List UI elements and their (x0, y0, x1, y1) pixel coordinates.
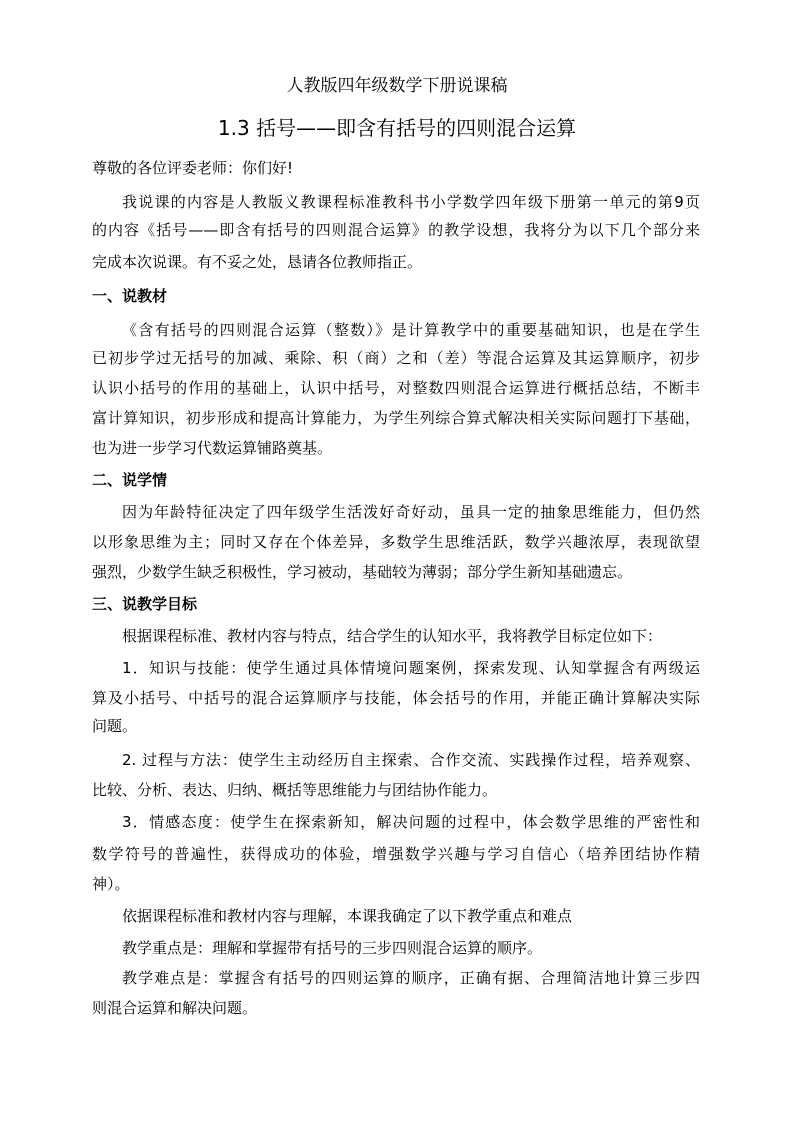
goal2-line: 2. 过程与方法：使学生主动经历自主探索、合作交流、实践操作过程，培养观察、 (122, 751, 700, 769)
section1-line: 认识小括号的作用的基础上，认识中括号，对整数四则混合运算进行概括总结，不断丰 (92, 379, 700, 397)
intro-line: 的内容《括号——即含有括号的四则混合运算》的教学设想，我将分为以下几个部分来 (92, 221, 700, 239)
section2-line: 因为年龄特征决定了四年级学生活泼好奇好动，虽具一定的抽象思维能力，但仍然 (122, 503, 700, 521)
section1-line: 《含有括号的四则混合运算（整数）》是计算教学中的重要基础知识，也是在学生 (122, 321, 700, 339)
key-point: 教学重点是：理解和掌握带有括号的三步四则混合运算的顺序。 (122, 939, 543, 957)
document-subtitle: 1.3 括号——即含有括号的四则混合运算 (217, 116, 577, 140)
goal3-line: 数学符号的普遍性，获得成功的体验，增强数学兴趣与学习自信心（培养团结协作精 (92, 845, 700, 863)
section1-line: 富计算知识，初步形成和提高计算能力，为学生列综合算式解决相关实际问题打下基础， (92, 409, 700, 427)
goal3-line: 3．情感态度：使学生在探索新知，解决问题的过程中，体会数学思维的严密性和 (122, 813, 700, 831)
greeting: 尊敬的各位评委老师：你们好! (92, 159, 294, 177)
section2-line: 以形象思维为主；同时又存在个体差异，多数学生思维活跃，数学兴趣浓厚，表现欲望 (92, 533, 700, 551)
section-heading-learners: 二、说学情 (92, 471, 168, 489)
goal1-line: 问题。 (92, 717, 138, 735)
goal1-line: 1．知识与技能：使学生通过具体情境问题案例，探索发现、认知掌握含有两级运 (122, 659, 700, 677)
goal1-line: 算及小括号、中括号的混合运算顺序与技能，体会括号的作用，并能正确计算解决实际 (92, 689, 700, 707)
section1-line: 已初步学过无括号的加减、乘除、积（商）之和（差）等混合运算及其运算顺序，初步 (92, 349, 700, 367)
intro-line: 完成本次说课。有不妥之处，恳请各位教师指正。 (92, 253, 423, 271)
section-heading-textbook: 一、说教材 (92, 287, 168, 305)
key-points-basis: 依据课程标准和教材内容与理解，本课我确定了以下教学重点和难点 (122, 907, 573, 925)
section-heading-goals: 三、说教学目标 (92, 595, 198, 613)
goals-intro: 根据课程标准、教材内容与特点，结合学生的认知水平，我将教学目标定位如下： (122, 627, 663, 645)
difficult-point-line: 则混合运算和解决问题。 (92, 999, 258, 1017)
section1-line: 也为进一步学习代数运算铺路奠基。 (92, 439, 333, 457)
goal3-line: 神）。 (92, 875, 130, 893)
section2-line: 强烈，少数学生缺乏积极性，学习被动，基础较为薄弱；部分学生新知基础遗忘。 (92, 563, 633, 581)
intro-line: 我说课的内容是人教版义教课程标准教科书小学数学四年级下册第一单元的第9页 (122, 193, 700, 211)
goal2-line: 比较、分析、表达、归纳、概括等思维能力与团结协作能力。 (92, 781, 498, 799)
difficult-point-line: 教学难点是：掌握含有括号的四则运算的顺序，正确有据、合理简洁地计算三步四 (122, 969, 700, 987)
document-title: 人教版四年级数学下册说课稿 (286, 76, 508, 96)
